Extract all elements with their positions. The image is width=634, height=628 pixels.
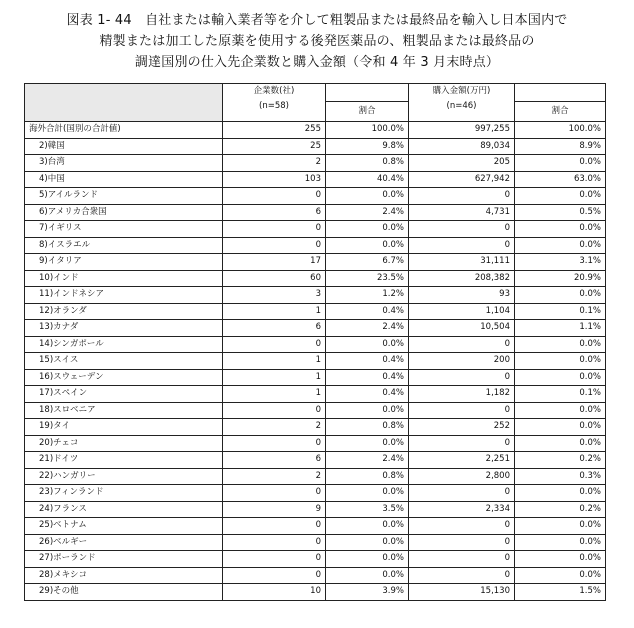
amount-value: 10,504 xyxy=(409,320,515,337)
companies-pct: 2.4% xyxy=(326,204,409,221)
companies-pct: 0.0% xyxy=(326,336,409,353)
country-name: 13)カナダ xyxy=(25,320,223,337)
country-name: 11)インドネシア xyxy=(25,287,223,304)
header-amount-ratio-top xyxy=(515,84,606,102)
companies-pct: 0.0% xyxy=(326,188,409,205)
table-row xyxy=(25,171,606,188)
amount-value: 1,182 xyxy=(409,386,515,403)
companies-value: 1 xyxy=(223,303,326,320)
amount-value: 0 xyxy=(409,237,515,254)
country-name: 15)スイス xyxy=(25,353,223,370)
companies-pct: 2.4% xyxy=(326,452,409,469)
table-row-total xyxy=(25,122,606,139)
amount-value: 0 xyxy=(409,435,515,452)
table-row xyxy=(25,567,606,584)
amount-pct: 0.0% xyxy=(515,155,606,172)
table-row xyxy=(25,188,606,205)
country-name: 25)ベトナム xyxy=(25,518,223,535)
companies-value: 0 xyxy=(223,402,326,419)
amount-value: 0 xyxy=(409,369,515,386)
table-row xyxy=(25,435,606,452)
companies-pct: 0.4% xyxy=(326,369,409,386)
companies-value: 0 xyxy=(223,188,326,205)
companies-value: 6 xyxy=(223,452,326,469)
companies-value: 0 xyxy=(223,534,326,551)
country-name: 10)インド xyxy=(25,270,223,287)
amount-pct: 0.1% xyxy=(515,386,606,403)
country-name: 5)アイルランド xyxy=(25,188,223,205)
country-name: 3)台湾 xyxy=(25,155,223,172)
amount-pct: 1.5% xyxy=(515,584,606,601)
companies-pct: 0.4% xyxy=(326,353,409,370)
amount-pct: 0.0% xyxy=(515,402,606,419)
country-name: 6)アメリカ合衆国 xyxy=(25,204,223,221)
companies-pct: 0.0% xyxy=(326,485,409,502)
title-line-1: 図表 1- 44 自社または輸入業者等を介して粗製品または最終品を輸入し日本国内で xyxy=(66,13,568,28)
title-line-3: 調達国別の仕入先企業数と購入金額（令和 4 年 3 月末時点） xyxy=(134,55,500,70)
companies-value: 0 xyxy=(223,221,326,238)
companies-pct: 40.4% xyxy=(326,171,409,188)
amount-value: 205 xyxy=(409,155,515,172)
amount-value: 1,104 xyxy=(409,303,515,320)
amount-value: 0 xyxy=(409,567,515,584)
amount-pct: 0.0% xyxy=(515,551,606,568)
companies-value: 0 xyxy=(223,237,326,254)
amount-pct: 0.1% xyxy=(515,303,606,320)
companies-value: 17 xyxy=(223,254,326,271)
companies-value: 0 xyxy=(223,485,326,502)
amount-pct: 0.0% xyxy=(515,485,606,502)
amount-value: 2,334 xyxy=(409,501,515,518)
country-name: 9)イタリア xyxy=(25,254,223,271)
companies-value: 25 xyxy=(223,138,326,155)
table-row xyxy=(25,584,606,601)
companies-value: 6 xyxy=(223,204,326,221)
total-amount: 997,255 xyxy=(409,122,515,139)
figure-title xyxy=(0,10,634,73)
country-name: 16)スウェーデン xyxy=(25,369,223,386)
companies-value: 1 xyxy=(223,386,326,403)
header-amount-n: (n=46) xyxy=(446,101,477,111)
table-row xyxy=(25,402,606,419)
companies-pct: 0.0% xyxy=(326,402,409,419)
amount-value: 627,942 xyxy=(409,171,515,188)
amount-value: 0 xyxy=(409,485,515,502)
amount-value: 93 xyxy=(409,287,515,304)
country-name: 29)その他 xyxy=(25,584,223,601)
amount-pct: 0.0% xyxy=(515,188,606,205)
amount-value: 31,111 xyxy=(409,254,515,271)
header-amount-label: 購入金額(万円) xyxy=(432,86,491,96)
country-name: 2)韓国 xyxy=(25,138,223,155)
companies-pct: 0.8% xyxy=(326,419,409,436)
country-name: 24)フランス xyxy=(25,501,223,518)
companies-value: 0 xyxy=(223,518,326,535)
table-row xyxy=(25,221,606,238)
companies-value: 9 xyxy=(223,501,326,518)
companies-value: 0 xyxy=(223,336,326,353)
table-row xyxy=(25,369,606,386)
companies-pct: 0.8% xyxy=(326,155,409,172)
companies-pct: 2.4% xyxy=(326,320,409,337)
total-companies: 255 xyxy=(223,122,326,139)
companies-pct: 6.7% xyxy=(326,254,409,271)
amount-value: 0 xyxy=(409,188,515,205)
amount-pct: 3.1% xyxy=(515,254,606,271)
table-row xyxy=(25,534,606,551)
table-row xyxy=(25,254,606,271)
amount-value: 89,034 xyxy=(409,138,515,155)
companies-pct: 9.8% xyxy=(326,138,409,155)
amount-value: 0 xyxy=(409,518,515,535)
amount-pct: 0.3% xyxy=(515,468,606,485)
companies-pct: 0.4% xyxy=(326,303,409,320)
amount-pct: 0.2% xyxy=(515,452,606,469)
companies-pct: 1.2% xyxy=(326,287,409,304)
title-line-2: 精製または加工した原薬を使用する後発医薬品の、粗製品または最終品の xyxy=(99,34,535,49)
amount-value: 4,731 xyxy=(409,204,515,221)
amount-pct: 0.0% xyxy=(515,353,606,370)
amount-pct: 63.0% xyxy=(515,171,606,188)
table-row xyxy=(25,485,606,502)
amount-value: 0 xyxy=(409,402,515,419)
table-row xyxy=(25,551,606,568)
companies-value: 10 xyxy=(223,584,326,601)
amount-pct: 0.0% xyxy=(515,221,606,238)
companies-pct: 23.5% xyxy=(326,270,409,287)
companies-value: 103 xyxy=(223,171,326,188)
country-name: 20)チェコ xyxy=(25,435,223,452)
companies-pct: 0.0% xyxy=(326,435,409,452)
amount-pct: 20.9% xyxy=(515,270,606,287)
country-name: 8)イスラエル xyxy=(25,237,223,254)
country-name: 19)タイ xyxy=(25,419,223,436)
companies-value: 0 xyxy=(223,435,326,452)
amount-value: 0 xyxy=(409,551,515,568)
supplier-table xyxy=(24,83,606,601)
header-row xyxy=(25,84,606,102)
country-name: 26)ベルギー xyxy=(25,534,223,551)
table-row xyxy=(25,468,606,485)
companies-pct: 0.8% xyxy=(326,468,409,485)
total-amount-pct: 100.0% xyxy=(515,122,606,139)
companies-pct: 3.5% xyxy=(326,501,409,518)
country-name: 4)中国 xyxy=(25,171,223,188)
country-name: 27)ポーランド xyxy=(25,551,223,568)
country-name: 23)フィンランド xyxy=(25,485,223,502)
table-row xyxy=(25,419,606,436)
companies-value: 0 xyxy=(223,567,326,584)
companies-value: 6 xyxy=(223,320,326,337)
table-row xyxy=(25,518,606,535)
amount-value: 200 xyxy=(409,353,515,370)
table-row xyxy=(25,237,606,254)
companies-value: 2 xyxy=(223,155,326,172)
country-name: 17)スペイン xyxy=(25,386,223,403)
country-name: 22)ハンガリー xyxy=(25,468,223,485)
amount-pct: 0.0% xyxy=(515,336,606,353)
companies-pct: 0.0% xyxy=(326,518,409,535)
table-body xyxy=(25,122,606,601)
table-row xyxy=(25,270,606,287)
companies-pct: 0.0% xyxy=(326,237,409,254)
table-row xyxy=(25,452,606,469)
companies-pct: 3.9% xyxy=(326,584,409,601)
header-companies xyxy=(223,84,326,122)
amount-pct: 0.0% xyxy=(515,534,606,551)
header-amount-ratio: 割合 xyxy=(515,102,606,122)
companies-value: 2 xyxy=(223,468,326,485)
country-name: 14)シンガポール xyxy=(25,336,223,353)
country-name: 21)ドイツ xyxy=(25,452,223,469)
amount-pct: 0.0% xyxy=(515,435,606,452)
companies-pct: 0.0% xyxy=(326,567,409,584)
amount-pct: 0.0% xyxy=(515,419,606,436)
header-companies-ratio: 割合 xyxy=(326,102,409,122)
amount-pct: 0.0% xyxy=(515,369,606,386)
amount-value: 2,251 xyxy=(409,452,515,469)
companies-value: 60 xyxy=(223,270,326,287)
header-amount xyxy=(409,84,515,122)
amount-pct: 1.1% xyxy=(515,320,606,337)
companies-value: 2 xyxy=(223,419,326,436)
table-row xyxy=(25,303,606,320)
table-row xyxy=(25,155,606,172)
amount-value: 0 xyxy=(409,534,515,551)
header-blank-cell xyxy=(25,84,223,122)
amount-value: 252 xyxy=(409,419,515,436)
amount-pct: 0.0% xyxy=(515,287,606,304)
table-row xyxy=(25,287,606,304)
country-name: 7)イギリス xyxy=(25,221,223,238)
country-name: 28)メキシコ xyxy=(25,567,223,584)
header-companies-ratio-top xyxy=(326,84,409,102)
companies-pct: 0.0% xyxy=(326,221,409,238)
total-name: 海外合計(国別の合計値) xyxy=(25,122,223,139)
header-companies-n: (n=58) xyxy=(259,101,289,111)
amount-pct: 0.0% xyxy=(515,237,606,254)
amount-value: 15,130 xyxy=(409,584,515,601)
amount-pct: 8.9% xyxy=(515,138,606,155)
companies-value: 3 xyxy=(223,287,326,304)
table-row xyxy=(25,336,606,353)
companies-pct: 0.0% xyxy=(326,551,409,568)
table-row xyxy=(25,204,606,221)
companies-pct: 0.0% xyxy=(326,534,409,551)
amount-pct: 0.0% xyxy=(515,518,606,535)
amount-value: 0 xyxy=(409,336,515,353)
amount-pct: 0.0% xyxy=(515,567,606,584)
amount-value: 0 xyxy=(409,221,515,238)
amount-pct: 0.5% xyxy=(515,204,606,221)
table-row xyxy=(25,501,606,518)
companies-pct: 0.4% xyxy=(326,386,409,403)
amount-pct: 0.2% xyxy=(515,501,606,518)
table-row xyxy=(25,353,606,370)
country-name: 18)スロベニア xyxy=(25,402,223,419)
amount-value: 208,382 xyxy=(409,270,515,287)
companies-value: 1 xyxy=(223,353,326,370)
companies-value: 0 xyxy=(223,551,326,568)
country-name: 12)オランダ xyxy=(25,303,223,320)
table-row xyxy=(25,138,606,155)
table-row xyxy=(25,320,606,337)
header-companies-label: 企業数(社) xyxy=(253,86,295,96)
total-companies-pct: 100.0% xyxy=(326,122,409,139)
companies-value: 1 xyxy=(223,369,326,386)
amount-value: 2,800 xyxy=(409,468,515,485)
table-row xyxy=(25,386,606,403)
